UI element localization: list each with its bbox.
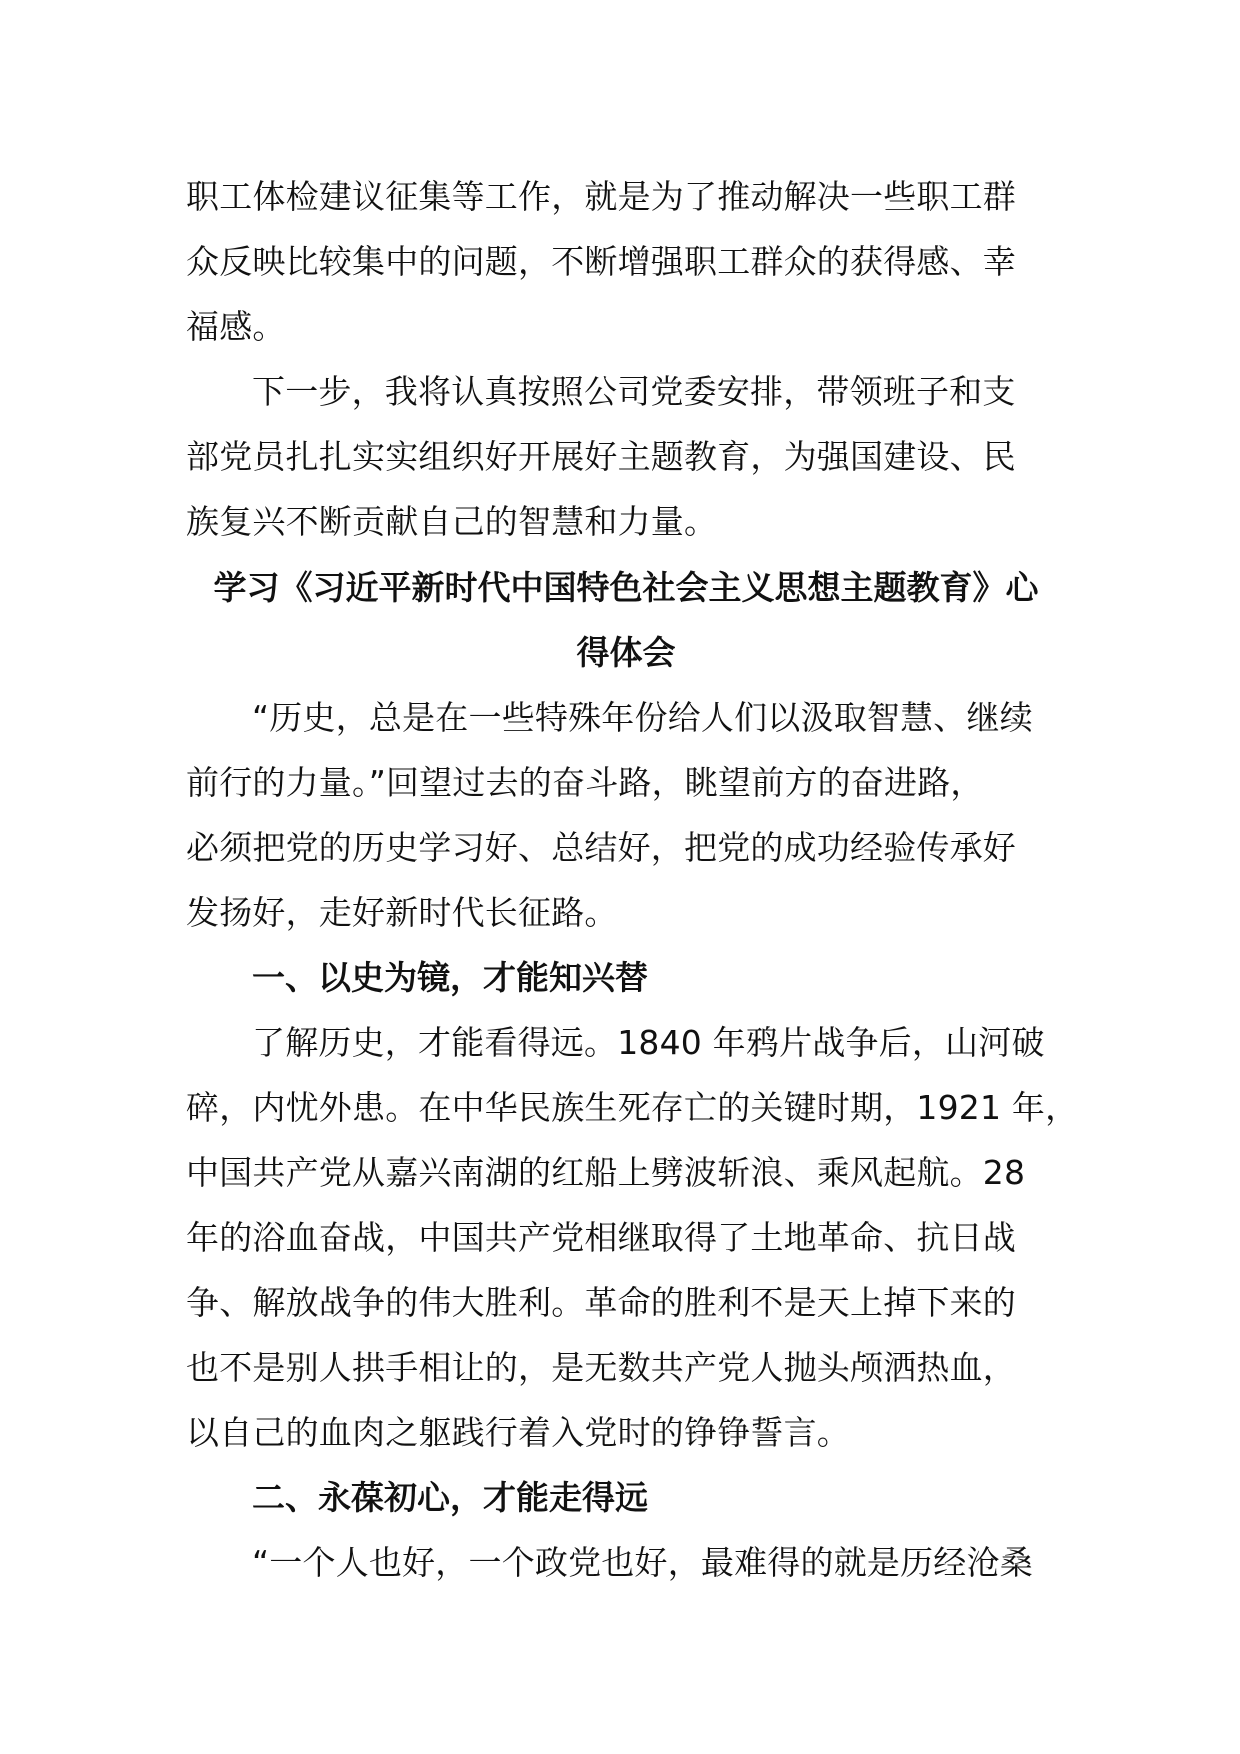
paragraph-3-line-4: 发扬好，走好新时代长征路。 bbox=[186, 893, 618, 932]
paragraph-1-line-2: 众反映比较集中的问题，不断增强职工群众的获得感、幸 bbox=[186, 242, 1016, 281]
section-1-line-6: 也不是别人拱手相让的，是无数共产党人抛头颅洒热血， bbox=[186, 1348, 1016, 1387]
paragraph-3-line-1: “历史，总是在一些特殊年份给人们以汲取智慧、继续 bbox=[252, 698, 1033, 737]
section-1-line-4: 年的浴血奋战，中国共产党相继取得了土地革命、抗日战 bbox=[186, 1218, 1016, 1257]
article-title-line-1: 学习《习近平新时代中国特色社会主义思想主题教育》心 bbox=[213, 568, 1039, 607]
paragraph-3-line-3: 必须把党的历史学习好、总结好，把党的成功经验传承好 bbox=[186, 828, 1016, 867]
section-1-heading: 一、以史为镜，才能知兴替 bbox=[252, 958, 648, 997]
section-1-line-1: 了解历史，才能看得远。1840 年鸦片战争后，山河破 bbox=[252, 1023, 1045, 1062]
section-1-line-3: 中国共产党从嘉兴南湖的红船上劈波斩浪、乘风起航。28 bbox=[186, 1153, 1026, 1192]
section-2-line-1: “一个人也好，一个政党也好，最难得的就是历经沧桑 bbox=[252, 1543, 1033, 1582]
paragraph-2-line-1: 下一步，我将认真按照公司党委安排，带领班子和支 bbox=[252, 372, 1016, 411]
section-1-line-2: 碎，内忧外患。在中华民族生死存亡的关键时期，1921 年， bbox=[186, 1088, 1079, 1127]
section-2-heading: 二、永葆初心，才能走得远 bbox=[252, 1478, 648, 1517]
paragraph-2-line-3: 族复兴不断贡献自己的智慧和力量。 bbox=[186, 502, 718, 541]
paragraph-1-line-3: 福感。 bbox=[186, 307, 286, 346]
paragraph-3-line-2: 前行的力量。”回望过去的奋斗路，眺望前方的奋进路， bbox=[186, 763, 984, 802]
paragraph-2-line-2: 部党员扎扎实实组织好开展好主题教育，为强国建设、民 bbox=[186, 437, 1016, 476]
article-title-line-2: 得体会 bbox=[576, 633, 676, 672]
paragraph-1-line-1: 职工体检建议征集等工作，就是为了推动解决一些职工群 bbox=[186, 177, 1016, 216]
section-1-line-7: 以自己的血肉之躯践行着入党时的铮铮誓言。 bbox=[186, 1413, 850, 1452]
section-1-line-5: 争、解放战争的伟大胜利。革命的胜利不是天上掉下来的 bbox=[186, 1283, 1016, 1322]
